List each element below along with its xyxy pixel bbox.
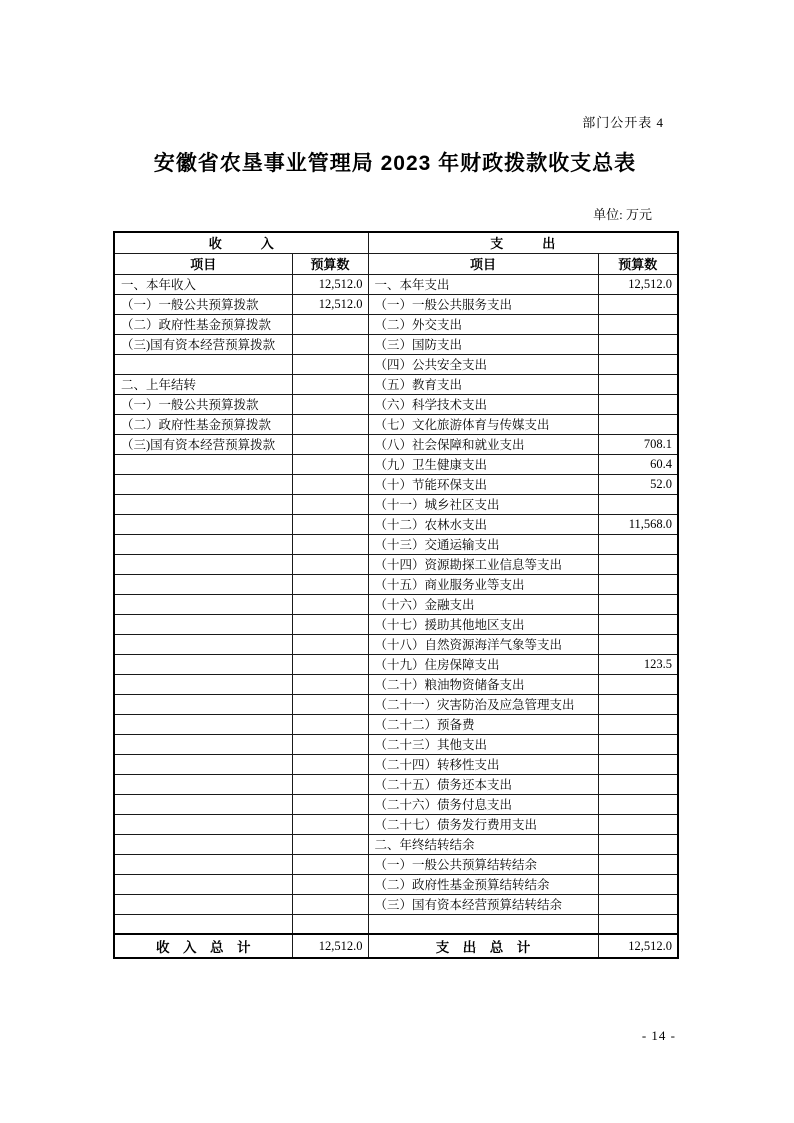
expense-budget-cell: [598, 854, 678, 874]
budget-table: [113, 231, 679, 959]
expense-budget-cell: [598, 734, 678, 754]
income-item-cell: [114, 714, 292, 734]
expense-item-cell: （二）外交支出: [368, 314, 598, 334]
expense-item-cell: [368, 914, 598, 934]
income-budget-cell: [292, 594, 368, 614]
table-row: [114, 274, 678, 294]
income-item-cell: [114, 454, 292, 474]
income-item-cell: [114, 854, 292, 874]
income-item-cell: [114, 774, 292, 794]
expense-item-cell: （三）国有资本经营预算结转结余: [368, 894, 598, 914]
expense-item-cell: （二十）粮油物资储备支出: [368, 674, 598, 694]
doc-label: 部门公开表 4: [582, 115, 664, 130]
income-item-cell: （一）一般公共预算拨款: [114, 294, 292, 314]
expense-budget-cell: [598, 354, 678, 374]
expense-item-cell: （九）卫生健康支出: [368, 454, 598, 474]
income-item-cell: [114, 674, 292, 694]
expense-item-cell: （十一）城乡社区支出: [368, 494, 598, 514]
expense-item-cell: （十九）住房保障支出: [368, 654, 598, 674]
income-budget-cell: [292, 354, 368, 374]
income-budget-cell: 12,512.0: [292, 274, 368, 294]
expense-budget-cell: [598, 494, 678, 514]
expense-budget-cell: [598, 874, 678, 894]
column-header-row: [114, 253, 678, 274]
expense-budget-cell: [598, 794, 678, 814]
expense-total-label: 支 出 总 计: [368, 934, 598, 958]
expense-budget-cell: [598, 694, 678, 714]
expense-budget-cell: [598, 534, 678, 554]
income-budget-cell: [292, 834, 368, 854]
expense-item-cell: （二十二）预备费: [368, 714, 598, 734]
income-budget-cell: [292, 874, 368, 894]
income-item-cell: [114, 594, 292, 614]
expense-item-cell: （十七）援助其他地区支出: [368, 614, 598, 634]
income-budget-cell: [292, 714, 368, 734]
table-row: [114, 554, 678, 574]
income-budget-cell: [292, 414, 368, 434]
income-item-cell: [114, 794, 292, 814]
income-budget-cell: [292, 494, 368, 514]
page-number: - 14 -: [641, 1028, 676, 1043]
table-row: [114, 474, 678, 494]
expense-budget-cell: [598, 754, 678, 774]
table-row: [114, 434, 678, 454]
expense-item-cell: （二十七）债务发行费用支出: [368, 814, 598, 834]
expense-budget-cell: 12,512.0: [598, 274, 678, 294]
expense-budget-cell: [598, 334, 678, 354]
expense-item-cell: （十三）交通运输支出: [368, 534, 598, 554]
table-row: [114, 494, 678, 514]
expense-budget-cell: 708.1: [598, 434, 678, 454]
income-budget-cell: [292, 534, 368, 554]
table-row: [114, 814, 678, 834]
income-budget-cell: [292, 894, 368, 914]
expense-section-header: 支 出: [368, 232, 678, 253]
income-budget-cell: [292, 794, 368, 814]
expense-item-cell: （二十一）灾害防治及应急管理支出: [368, 694, 598, 714]
expense-budget-cell: 52.0: [598, 474, 678, 494]
table-row: [114, 354, 678, 374]
income-budget-cell: [292, 774, 368, 794]
income-budget-cell: [292, 814, 368, 834]
income-budget-cell: [292, 854, 368, 874]
table-row: [114, 854, 678, 874]
table-row: [114, 754, 678, 774]
table-row: [114, 394, 678, 414]
table-header: [114, 232, 678, 274]
income-budget-cell: [292, 654, 368, 674]
income-item-cell: [114, 834, 292, 854]
income-budget-cell: [292, 374, 368, 394]
total-row: [114, 934, 678, 958]
expense-budget-cell: [598, 674, 678, 694]
table-row: [114, 794, 678, 814]
income-budget-cell: [292, 634, 368, 654]
income-section-header: 收 入: [114, 232, 368, 253]
income-item-cell: 二、上年结转: [114, 374, 292, 394]
expense-budget-cell: [598, 894, 678, 914]
table-footer: [114, 934, 678, 958]
table-row: [114, 694, 678, 714]
income-budget-cell: [292, 914, 368, 934]
expense-item-cell: （三）国防支出: [368, 334, 598, 354]
table-row: [114, 834, 678, 854]
expense-item-cell: 二、年终结转结余: [368, 834, 598, 854]
expense-budget-cell: [598, 634, 678, 654]
income-item-cell: [114, 754, 292, 774]
expense-item-cell: （十五）商业服务业等支出: [368, 574, 598, 594]
expense-budget-cell: [598, 374, 678, 394]
income-item-cell: （三)国有资本经营预算拨款: [114, 434, 292, 454]
table-row: [114, 514, 678, 534]
income-budget-cell: [292, 554, 368, 574]
table-row: [114, 574, 678, 594]
table-row: [114, 654, 678, 674]
table-row: [114, 294, 678, 314]
income-item-cell: [114, 534, 292, 554]
expense-budget-cell: 123.5: [598, 654, 678, 674]
page-title: 安徽省农垦事业管理局 2023 年财政拨款收支总表: [153, 152, 637, 175]
expense-budget-cell: [598, 614, 678, 634]
income-budget-cell: [292, 754, 368, 774]
income-total-value: 12,512.0: [292, 934, 368, 958]
expense-budget-cell: [598, 394, 678, 414]
table-row: [114, 674, 678, 694]
income-budget-cell: [292, 474, 368, 494]
expense-item-cell: （二）政府性基金预算结转结余: [368, 874, 598, 894]
table-row: [114, 874, 678, 894]
expense-item-cell: （八）社会保障和就业支出: [368, 434, 598, 454]
income-item-cell: [114, 494, 292, 514]
table-row: [114, 634, 678, 654]
income-item-cell: [114, 514, 292, 534]
income-item-cell: （三)国有资本经营预算拨款: [114, 334, 292, 354]
table-row: [114, 734, 678, 754]
expense-budget-cell: [598, 834, 678, 854]
income-budget-cell: [292, 514, 368, 534]
table-row: [114, 774, 678, 794]
income-item-cell: [114, 894, 292, 914]
expense-budget-column-header: 预算数: [598, 253, 678, 274]
expense-item-cell: 一、本年支出: [368, 274, 598, 294]
expense-item-cell: （二十三）其他支出: [368, 734, 598, 754]
table-row: [114, 594, 678, 614]
expense-budget-cell: 11,568.0: [598, 514, 678, 534]
income-budget-cell: 12,512.0: [292, 294, 368, 314]
income-item-cell: 一、本年收入: [114, 274, 292, 294]
unit-label: 单位: 万元: [593, 207, 652, 222]
expense-budget-cell: [598, 414, 678, 434]
table-row: [114, 334, 678, 354]
expense-item-cell: （一）一般公共预算结转结余: [368, 854, 598, 874]
expense-budget-cell: [598, 314, 678, 334]
expense-budget-cell: [598, 914, 678, 934]
expense-total-value: 12,512.0: [598, 934, 678, 958]
expense-item-column-header: 项目: [368, 253, 598, 274]
income-budget-cell: [292, 314, 368, 334]
income-budget-column-header: 预算数: [292, 253, 368, 274]
table-row: [114, 454, 678, 474]
expense-item-cell: （十六）金融支出: [368, 594, 598, 614]
table-row: [114, 374, 678, 394]
expense-budget-cell: [598, 574, 678, 594]
income-item-cell: （二）政府性基金预算拨款: [114, 414, 292, 434]
expense-item-cell: （十二）农林水支出: [368, 514, 598, 534]
income-item-cell: （一）一般公共预算拨款: [114, 394, 292, 414]
income-item-cell: [114, 694, 292, 714]
expense-item-cell: （四）公共安全支出: [368, 354, 598, 374]
table-row: [114, 314, 678, 334]
table-body: [114, 274, 678, 934]
income-item-cell: [114, 474, 292, 494]
table-row: [114, 894, 678, 914]
expense-item-cell: （六）科学技术支出: [368, 394, 598, 414]
income-budget-cell: [292, 674, 368, 694]
income-item-cell: [114, 574, 292, 594]
table-row: [114, 714, 678, 734]
income-item-cell: [114, 914, 292, 934]
expense-budget-cell: 60.4: [598, 454, 678, 474]
table-row: [114, 534, 678, 554]
expense-item-cell: （十）节能环保支出: [368, 474, 598, 494]
expense-item-cell: （十八）自然资源海洋气象等支出: [368, 634, 598, 654]
expense-budget-cell: [598, 594, 678, 614]
income-item-cell: [114, 614, 292, 634]
expense-budget-cell: [598, 714, 678, 734]
expense-item-cell: （二十五）债务还本支出: [368, 774, 598, 794]
expense-budget-cell: [598, 814, 678, 834]
expense-item-cell: （二十六）债务付息支出: [368, 794, 598, 814]
income-item-cell: [114, 814, 292, 834]
section-header-row: [114, 232, 678, 253]
expense-item-cell: （一）一般公共服务支出: [368, 294, 598, 314]
table-row: [114, 914, 678, 934]
income-budget-cell: [292, 734, 368, 754]
income-budget-cell: [292, 334, 368, 354]
income-item-cell: [114, 634, 292, 654]
income-budget-cell: [292, 454, 368, 474]
income-item-cell: [114, 654, 292, 674]
income-budget-cell: [292, 394, 368, 414]
income-budget-cell: [292, 434, 368, 454]
income-item-cell: （二）政府性基金预算拨款: [114, 314, 292, 334]
income-item-column-header: 项目: [114, 253, 292, 274]
income-budget-cell: [292, 694, 368, 714]
income-item-cell: [114, 554, 292, 574]
expense-budget-cell: [598, 554, 678, 574]
income-budget-cell: [292, 574, 368, 594]
table-row: [114, 414, 678, 434]
expense-budget-cell: [598, 774, 678, 794]
expense-budget-cell: [598, 294, 678, 314]
expense-item-cell: （七）文化旅游体育与传媒支出: [368, 414, 598, 434]
income-total-label: 收 入 总 计: [114, 934, 292, 958]
income-item-cell: [114, 874, 292, 894]
expense-item-cell: （十四）资源勘探工业信息等支出: [368, 554, 598, 574]
income-item-cell: [114, 734, 292, 754]
income-budget-cell: [292, 614, 368, 634]
expense-item-cell: （二十四）转移性支出: [368, 754, 598, 774]
income-item-cell: [114, 354, 292, 374]
expense-item-cell: （五）教育支出: [368, 374, 598, 394]
table-row: [114, 614, 678, 634]
